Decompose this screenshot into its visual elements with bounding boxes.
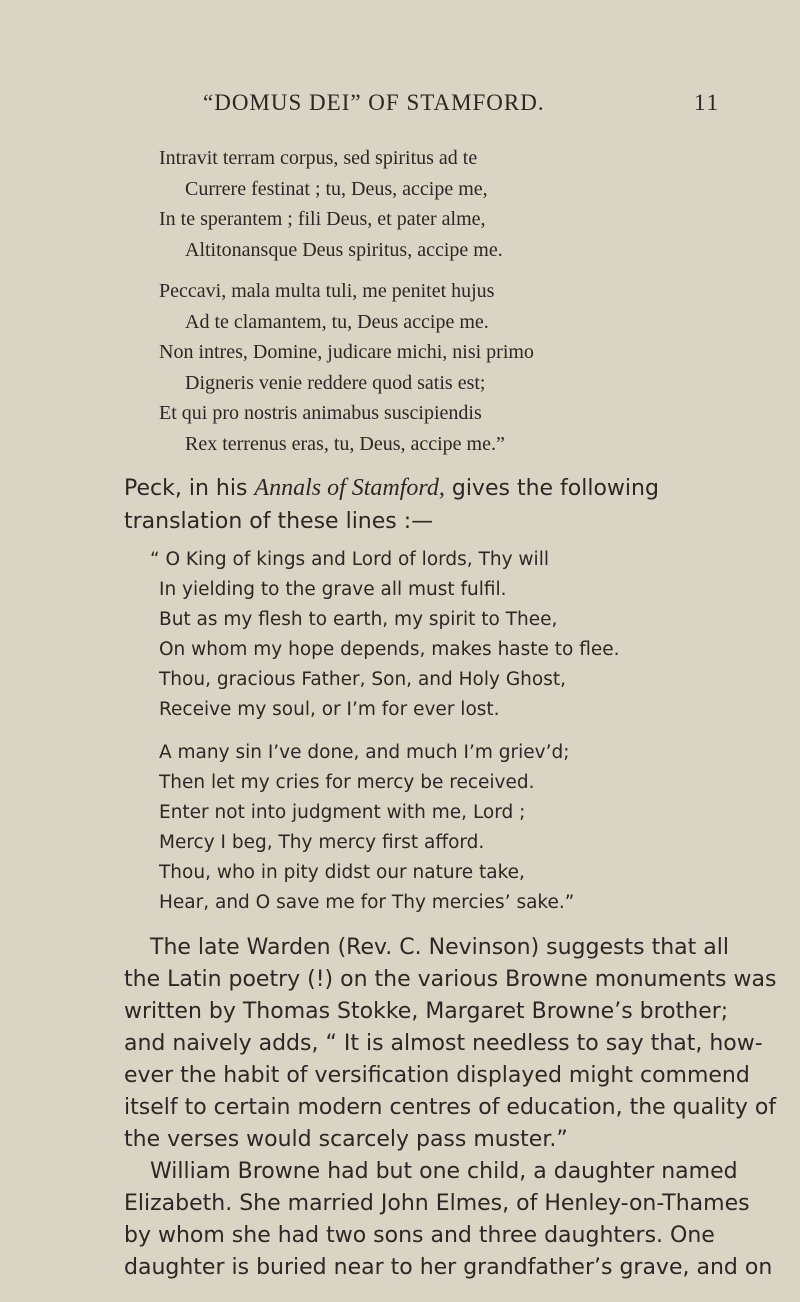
verse-line: Then let my cries for mercy be received. [159, 772, 535, 793]
verse-line: Receive my soul, or I’m for ever lost. [159, 699, 500, 720]
paragraph-line: ever the habit of versification displayed might commend [124, 1063, 750, 1088]
verse-line: But as my flesh to earth, my spirit to Thee, [159, 609, 558, 630]
paragraph-line: William Browne had but one child, a daughter named [150, 1159, 738, 1184]
verse-line: Enter not into judgment with me, Lord ; [159, 802, 526, 823]
verse-line: Thou, who in pity didst our nature take, [159, 862, 525, 883]
verse-line: A many sin I’ve done, and much I’m griev’d; [159, 742, 570, 763]
verse-line: In te sperantem ; fili Deus, et pater alme, [159, 208, 486, 230]
verse-line: Ad te clamantem, tu, Deus accipe me. [185, 311, 489, 333]
paragraph-line: written by Thomas Stokke, Margaret Browne’s brother; [124, 999, 729, 1024]
verse-line: Altitonansque Deus spiritus, accipe me. [185, 239, 503, 261]
running-head [0, 90, 800, 120]
verse-line: Thou, gracious Father, Son, and Holy Ghost, [159, 669, 566, 690]
page-number: 11 [694, 90, 721, 115]
paragraph-line: daughter is buried near to her grandfather’s grave, and on [124, 1255, 773, 1280]
verse-line: In yielding to the grave all must fulfil. [159, 579, 507, 600]
verse-line: Currere festinat ; tu, Deus, accipe me, [185, 178, 488, 200]
verse-line: “ O King of kings and Lord of lords, Thy will [150, 549, 549, 570]
verse-line: Et qui pro nostris animabus suscipiendis [159, 402, 482, 424]
verse-line: On whom my hope depends, makes haste to flee. [159, 639, 620, 660]
verse-line: Hear, and O save me for Thy mercies’ sake.” [159, 892, 575, 913]
paragraph-line: by whom she had two sons and three daughters. One [124, 1223, 715, 1248]
paragraph-line: itself to certain modern centres of education, the quality of [124, 1095, 777, 1120]
running-title: “DOMUS DEI” OF STAMFORD. [203, 90, 545, 115]
paragraph-line: and naively adds, “ It is almost needless to say that, how- [124, 1031, 763, 1056]
intro-line-1 [124, 474, 693, 503]
verse-line: Peccavi, mala multa tuli, me penitet hujus [159, 280, 495, 302]
paragraph-line: The late Warden (Rev. C. Nevinson) suggests that all [150, 935, 729, 960]
intro-text: Peck, in his [124, 476, 248, 501]
verse-line: Mercy I beg, Thy mercy first afford. [159, 832, 485, 853]
book-title: Annals of Stamford, [254, 475, 445, 501]
paragraph-line: the Latin poetry (!) on the various Browne monuments was [124, 967, 777, 992]
verse-line: Rex terrenus eras, tu, Deus, accipe me.” [185, 433, 505, 455]
paragraph-line: the verses would scarcely pass muster.” [124, 1127, 568, 1152]
intro-line-2: translation of these lines :— [124, 509, 434, 534]
verse-line: Intravit terram corpus, sed spiritus ad te [159, 147, 478, 169]
verse-line: Non intres, Domine, judicare michi, nisi primo [159, 341, 534, 363]
verse-line: Digneris venie reddere quod satis est; [185, 372, 486, 394]
intro-text: gives the following [451, 476, 659, 501]
paragraph-line: Elizabeth. She married John Elmes, of Henley-on-Thames [124, 1191, 750, 1216]
